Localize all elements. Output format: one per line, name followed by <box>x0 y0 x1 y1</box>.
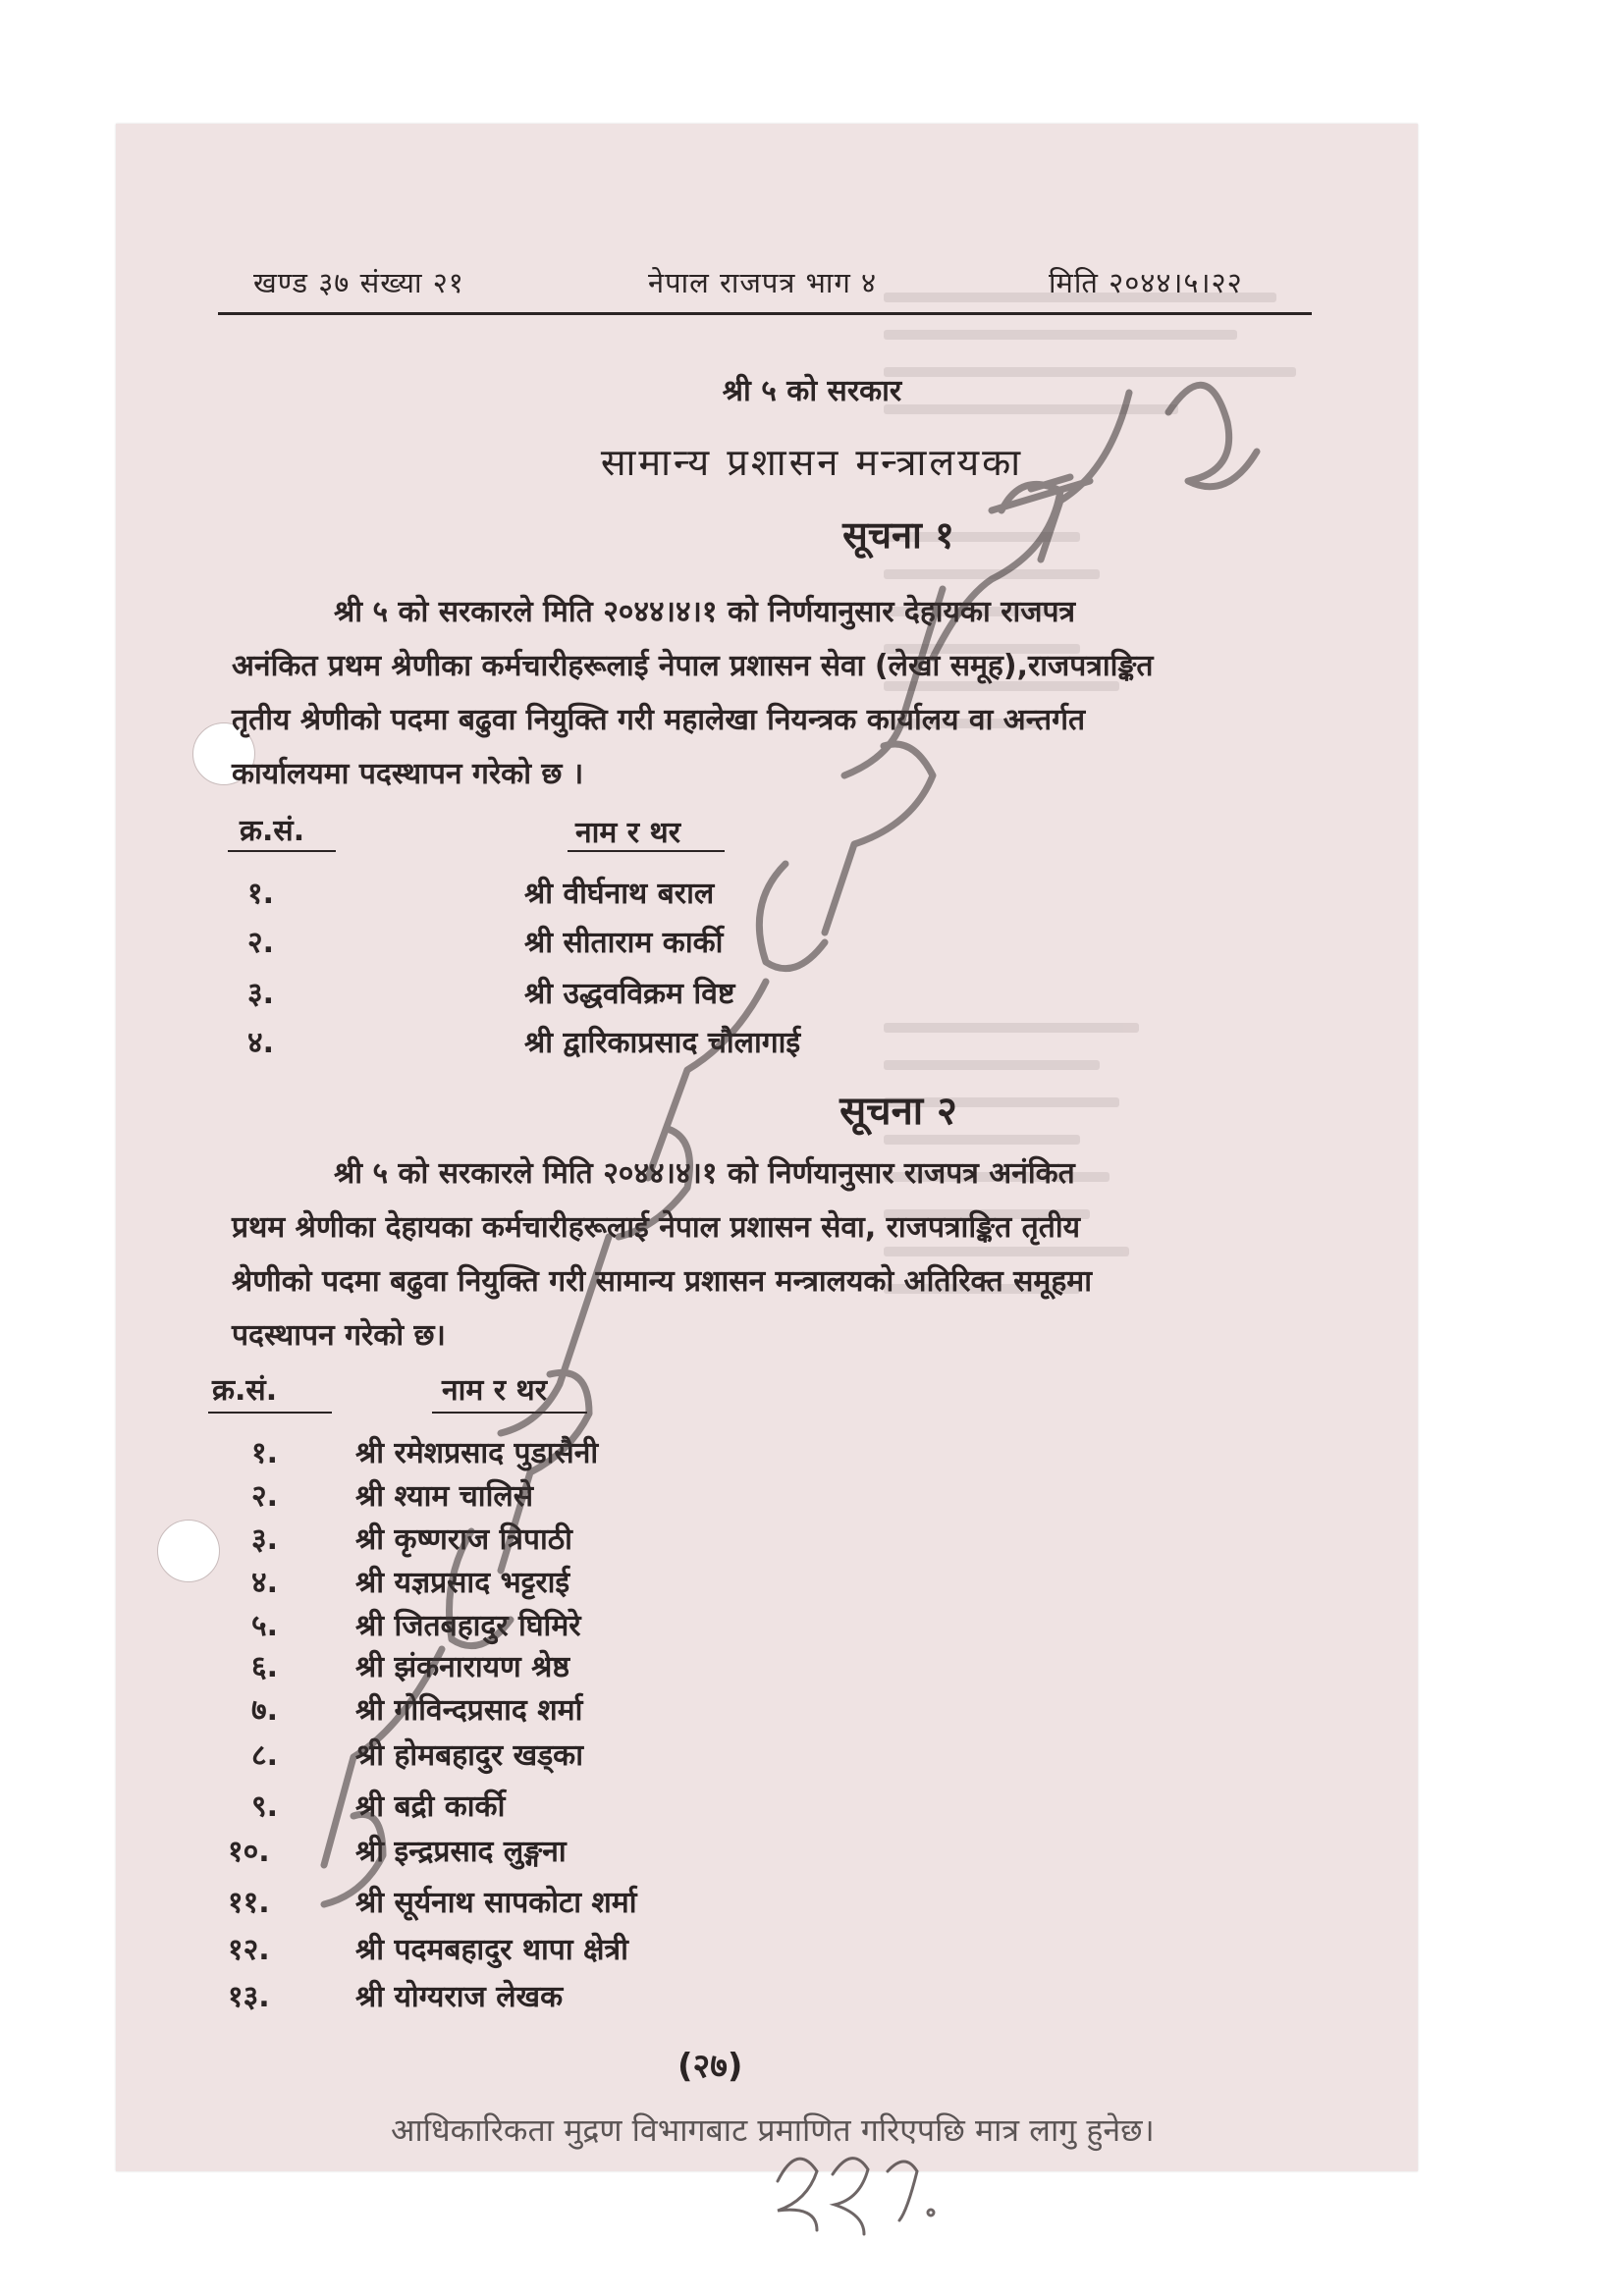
notice-1-title: सूचना १ <box>842 513 954 557</box>
notice-2-col-name: नाम र थर <box>442 1373 547 1408</box>
notice-1-col-name: नाम र थर <box>575 816 680 850</box>
serial-number: २. <box>247 926 274 960</box>
serial-number: ६. <box>251 1650 278 1684</box>
employee-name: श्री झंकनारायण श्रेष्ठ <box>355 1650 570 1684</box>
employee-name: श्री इन्द्रप्रसाद लुङ्गना <box>355 1835 567 1869</box>
notice-1-line: कार्यालयमा पदस्थापन गरेको छ । <box>232 757 584 791</box>
page-number: (२७) <box>677 2047 743 2086</box>
notice-1-line: अनंकित प्रथम श्रेणीका कर्मचारीहरूलाई नेपाल प्रशासन सेवा (लेखा समूह),राजपत्राङ्कित <box>232 649 1154 683</box>
employee-name: श्री योग्यराज लेखक <box>355 1980 564 2014</box>
notice-2-title: सूचना २ <box>839 1089 957 1134</box>
serial-number: १. <box>247 877 274 911</box>
notice-1-line: श्री ५ को सरकारले मिति २०४४।४।१ को निर्णयानुसार देहायका राजपत्र <box>334 595 1076 629</box>
serial-number: १२. <box>228 1933 270 1967</box>
notice-2-line: श्रेणीको पदमा बढुवा नियुक्ति गरी सामान्य प्रशासन मन्त्रालयको अतिरिक्त समूहमा <box>232 1264 1092 1299</box>
serial-number: २. <box>251 1479 278 1514</box>
employee-name: श्री सूर्यनाथ सापकोटा शर्मा <box>355 1886 637 1920</box>
employee-name: श्री वीर्घनाथ बराल <box>524 877 715 911</box>
serial-number: ९. <box>251 1789 278 1824</box>
serial-number: ११. <box>228 1886 270 1920</box>
gazette-title: नेपाल राजपत्र भाग ४ <box>648 266 878 299</box>
employee-name: श्री रमेशप्रसाद पुडासैनी <box>355 1436 599 1470</box>
employee-name: श्री होमबहादुर खड्का <box>355 1738 583 1773</box>
ministry-heading: सामान्य प्रशासन मन्त्रालयका <box>600 441 1024 484</box>
employee-name: श्री यज्ञप्रसाद भट्टराई <box>355 1566 570 1600</box>
serial-number: ४. <box>251 1566 278 1600</box>
notice-2-line: प्रथम श्रेणीका देहायका कर्मचारीहरूलाई नेपाल प्रशासन सेवा, राजपत्राङ्कित तृतीय <box>232 1210 1081 1245</box>
serial-number: १३. <box>228 1980 270 2014</box>
employee-name: श्री जितबहादुर घिमिरे <box>355 1609 581 1643</box>
serial-number: १०. <box>228 1835 270 1869</box>
serial-number: १. <box>251 1436 278 1470</box>
serial-number: ७. <box>251 1693 278 1728</box>
employee-name: श्री कृष्णराज त्रिपाठी <box>355 1522 572 1557</box>
volume-number: खण्ड ३७ संख्या २१ <box>253 266 464 299</box>
serial-number: ३. <box>247 977 274 1011</box>
employee-name: श्री श्याम चालिसे <box>355 1479 533 1514</box>
notice-1-line: तृतीय श्रेणीको पदमा बढुवा नियुक्ति गरी महालेखा नियन्त्रक कार्यालय वा अन्तर्गत <box>232 703 1086 737</box>
gazette-date: मिति २०४४।५।२२ <box>1049 266 1243 299</box>
notice-2-col-sn: क्र.सं. <box>212 1373 278 1408</box>
authenticity-footer-note: आधिकारिकता मुद्रण विभागबाट प्रमाणित गरिएपछि मात्र लागु हुनेछ। <box>391 2111 1155 2149</box>
notice-2-line: श्री ५ को सरकारले मिति २०४४।४।१ को निर्णयानुसार राजपत्र अनंकित <box>334 1156 1075 1191</box>
serial-number: ५. <box>251 1609 278 1643</box>
serial-number: ८. <box>251 1738 278 1773</box>
notice-1-col-sn: क्र.सं. <box>240 814 305 848</box>
employee-name: श्री द्वारिकाप्रसाद चौलागाई <box>524 1026 801 1060</box>
notice-2-line: पदस्थापन गरेको छ। <box>232 1318 446 1353</box>
employee-name: श्री पदमबहादुर थापा क्षेत्री <box>355 1933 628 1967</box>
serial-number: ३. <box>251 1522 278 1557</box>
employee-name: श्री उद्धवविक्रम विष्ट <box>524 977 735 1011</box>
serial-number: ४. <box>247 1026 274 1060</box>
employee-name: श्री सीताराम कार्की <box>524 926 724 960</box>
government-heading: श्री ५ को सरकार <box>722 374 902 408</box>
employee-name: श्री बद्री कार्की <box>355 1789 506 1824</box>
employee-name: श्री गोविन्दप्रसाद शर्मा <box>355 1693 583 1728</box>
